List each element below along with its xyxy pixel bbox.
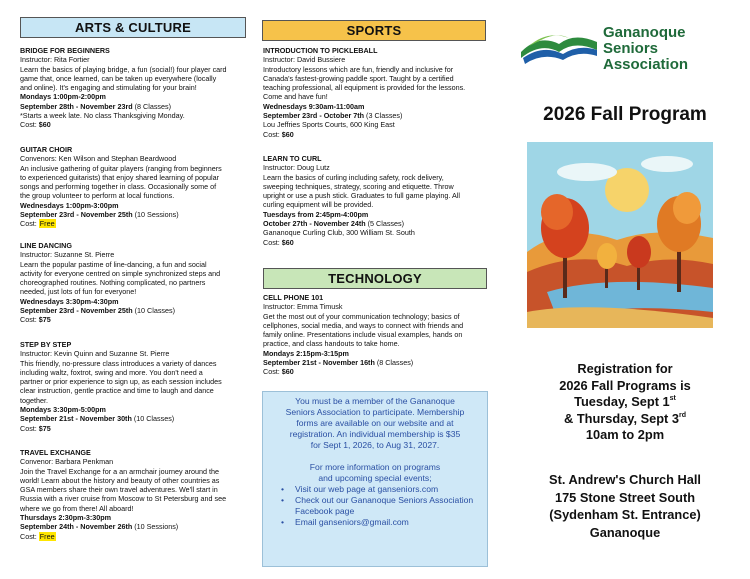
course-desc-line: teaching professional, all equipment is provided for the lessons. (263, 83, 466, 93)
program-title: 2026 Fall Program (543, 104, 707, 125)
course-time: Mondays 3:30pm-5:00pm (20, 405, 106, 415)
course-travel-exchange (20, 448, 250, 541)
registration-info (520, 361, 730, 444)
course-desc-line: world! Learn about the history and beauty of other countries as (20, 475, 220, 485)
course-desc-line: including waltz, foxtrot, swing and more. You don't need a (20, 367, 203, 377)
facebook-link[interactable]: • Check out our Gananoque Seniors Association Facebook page (281, 495, 479, 517)
course-desc-line: Instructor: Kevin Quinn and Suzanne St. Pierre (20, 349, 170, 359)
course-desc-line: An inclusive gathering of guitar players (ranging from beginners (20, 163, 222, 173)
course-desc-line: clear instruction, gentle practice and time to laugh and dance (20, 386, 214, 396)
location-line: (Sydenham St. Entrance) (549, 507, 701, 522)
course-desc-line: family online. Presentations include visual examples, hands on (263, 330, 463, 340)
course-desc-line: Join the Travel Exchange for a an armchair journey around the (20, 466, 219, 476)
course-desc-line: Instructor: Doug Lutz (263, 163, 330, 173)
course-time: Wednesdays 3:30pm-4:30pm (20, 296, 119, 306)
course-desc-line: Learn the popular pastime of line-dancing, a fun and social (20, 259, 207, 269)
registration-line: Registration for (577, 361, 673, 376)
course-desc-line: Learn the basics of playing bridge, a fun (social!) four player card (20, 64, 227, 74)
course-desc-line: practice, and class handouts to take home. (263, 339, 400, 349)
course-sessions: (10 Classes) (132, 306, 175, 316)
course-cost: $60 (281, 237, 294, 247)
course-cost-free: Free (39, 531, 55, 541)
course-desc-line: activity for everyone centred on simple synchronized steps and (20, 268, 221, 278)
arts-culture-header: ARTS & CULTURE (20, 17, 246, 38)
course-desc-line: Introductory lessons which are fun, friendly and inclusive for (263, 64, 454, 74)
course-sessions: (10 Classes) (131, 414, 175, 424)
course-dates: September 28th - November 23rd (20, 101, 133, 111)
location-line: St. Andrew's Church Hall (549, 472, 701, 487)
course-desc-line: GSA members share their own travel adventures. We'll start in (20, 485, 218, 495)
course-sessions: (5 Classes) (365, 219, 404, 229)
registration-date1: Tuesday, Sept 1 (574, 394, 670, 409)
course-time: Mondays 1:00pm-2:00pm (20, 92, 106, 102)
cost-label: Cost: (20, 315, 39, 325)
location-info (520, 471, 730, 541)
registration-date2-suffix: rd (678, 411, 686, 419)
course-cost: $75 (38, 423, 51, 433)
course-line-dancing (20, 241, 250, 325)
course-dates: September 23rd - November 25th (20, 306, 133, 316)
course-title: INTRODUCTION TO PICKLEBALL (263, 46, 378, 55)
course-desc-line: Get the most out of your communication technology; basics of (263, 311, 460, 321)
cost-label: Cost: (263, 367, 282, 377)
course-title: BRIDGE FOR BEGINNERS (20, 46, 110, 55)
technology-header: TECHNOLOGY (263, 268, 487, 289)
course-time: Tuesdays from 2:45pm-4:00pm (263, 209, 369, 219)
course-dates: September 24th - November 26th (20, 522, 133, 532)
course-dates: September 21st - November 16th (263, 358, 375, 368)
course-cost-free: Free (39, 219, 55, 229)
course-bridge (20, 46, 250, 130)
course-title: STEP BY STEP (20, 340, 72, 349)
membership-info-box (262, 391, 488, 567)
logo-hills-icon (519, 22, 599, 68)
course-place: Lou Jeffries Sports Courts, 600 King East (263, 120, 395, 130)
course-desc-line: game that, once learned, can be taken up everywhere (locally (20, 73, 217, 83)
course-desc-line: the group volunteer to perform at local functions. (20, 191, 175, 201)
course-time: Thursdays 2:30pm-3:30pm (20, 513, 112, 523)
course-desc-line: Russia with a river cruise from Moscow to St Petersburg and see (20, 494, 227, 504)
course-pickleball (263, 46, 491, 139)
course-cost: $75 (38, 315, 51, 325)
course-cost: $60 (281, 367, 294, 377)
course-dates: September 23rd - October 7th (263, 111, 365, 121)
course-place: Gananoque Curling Club, 300 William St. South (263, 228, 415, 238)
cost-label: Cost: (20, 120, 39, 130)
course-guitar-choir (20, 145, 250, 229)
cost-label: Cost: (20, 423, 39, 433)
course-desc-line: Canada's fastest-growing paddle sport. Taught by a certified (263, 73, 454, 83)
registration-date1-suffix: st (669, 395, 676, 402)
registration-time: 10am to 2pm (585, 427, 665, 442)
membership-line: registration. An individual membership is $35 (289, 429, 461, 439)
course-desc-line: needed, just lots of fun for everyone! (20, 287, 137, 297)
course-sessions: (8 Classes) (132, 101, 171, 111)
website-link[interactable]: • Visit our web page at ganseniors.com (281, 484, 479, 495)
course-desc-line: cellphones, social media, and ways to connect with friends and (263, 320, 464, 330)
course-desc-line: Convenors: Ken Wilson and Stephan Beardwood (20, 154, 177, 164)
location-line: Gananoque (589, 524, 661, 540)
course-sessions: (10 Sessions) (132, 210, 179, 220)
course-desc-line: sweeping techniques, strategy, scoring and etiquette. Throw (263, 181, 454, 191)
logo-text (603, 25, 744, 73)
course-title: LINE DANCING (20, 241, 72, 250)
course-step-by-step (20, 340, 250, 433)
cost-label: Cost: (20, 531, 39, 541)
course-time: Wednesdays 1:00pm-3:00pm (20, 200, 119, 210)
course-desc-line: Instructor: Rita Fortier (20, 55, 90, 65)
membership-line: forms are available on our website and at (296, 418, 454, 428)
sports-header: SPORTS (262, 20, 486, 41)
course-sessions: (10 Sessions) (132, 522, 179, 532)
registration-line: 2026 Fall Programs is (559, 377, 691, 393)
email-link[interactable]: • Email ganseniors@gmail.com (281, 517, 479, 528)
course-desc-line: Convenor: Barbara Penkman (20, 457, 114, 467)
info-line: For more information on programs (309, 462, 441, 472)
course-time: Wednesdays 9:30am-11:00am (263, 101, 365, 111)
cost-label: Cost: (263, 129, 282, 139)
course-title: LEARN TO CURL (263, 154, 322, 163)
gsa-logo (519, 22, 744, 72)
autumn-landscape-illustration (527, 142, 713, 328)
course-desc-line: Instructor: Emma Timusk (263, 302, 343, 312)
course-desc-line: together. (20, 395, 48, 405)
course-cost: $60 (38, 120, 51, 130)
course-dates: October 27th - November 24th (263, 219, 366, 229)
course-cell-phone (263, 293, 491, 377)
course-title: CELL PHONE 101 (263, 293, 324, 302)
course-time: Mondays 2:15pm-3:15pm (263, 348, 349, 358)
course-note: *Starts a week late. No class Thanksgiving Monday. (20, 111, 185, 121)
course-desc-line: and online). It's engaging and stimulating for your brain! (20, 83, 197, 93)
course-cost: $60 (281, 129, 294, 139)
contact-list (271, 484, 479, 528)
course-dates: September 21st - November 30th (20, 414, 132, 424)
membership-line: Seniors Association to participate. Membership (285, 407, 465, 417)
registration-date2: & Thursday, Sept 3 (564, 410, 679, 426)
course-desc-line: partner or prior experience to sign up, as each session includes (20, 377, 222, 387)
course-desc-line: Instructor: David Bussiere (263, 55, 346, 65)
course-desc-line: Come and have fun! (263, 92, 328, 102)
course-sessions: (8 Classes) (374, 358, 414, 368)
course-learn-to-curl (263, 154, 491, 247)
course-sessions: (3 Classes) (364, 111, 403, 121)
course-dates: September 23rd - November 25th (20, 210, 133, 220)
course-desc-line: This friendly, no-pressure class introduces a variety of dances (20, 358, 217, 368)
logo-line1: Gananoque (603, 24, 686, 41)
course-desc-line: Learn the basics of curling including safety, rock delivery, (263, 172, 444, 182)
course-title: GUITAR CHOIR (20, 145, 73, 154)
cost-label: Cost: (20, 219, 39, 229)
course-desc-line: curling equipment will be provided. (263, 200, 374, 210)
course-desc-line: upright or use a push stick. Graduates to full game playing. All (263, 191, 460, 201)
course-desc-line: where we go from there! All aboard! (20, 503, 134, 513)
cost-label: Cost: (263, 237, 282, 247)
course-desc-line: to experienced guitarists) that enjoy shared learning of popular (20, 172, 219, 182)
membership-line: for Sept 1, 2026, to Aug 31, 2027. (310, 440, 440, 450)
course-desc-line: Instructor: Suzanne St. Pierre (20, 250, 115, 260)
logo-line2: Seniors Association (603, 40, 689, 73)
course-title: TRAVEL EXCHANGE (20, 448, 91, 457)
membership-line: You must be a member of the Gananoque (295, 396, 455, 406)
location-line: 175 Stone Street South (554, 489, 696, 505)
info-line: and upcoming special events; (318, 473, 432, 483)
course-desc-line: songs and performing together in class. Occasionally some of (20, 182, 217, 192)
course-desc-line: choreographed routines. Nothing complicated, no partners (20, 278, 206, 288)
